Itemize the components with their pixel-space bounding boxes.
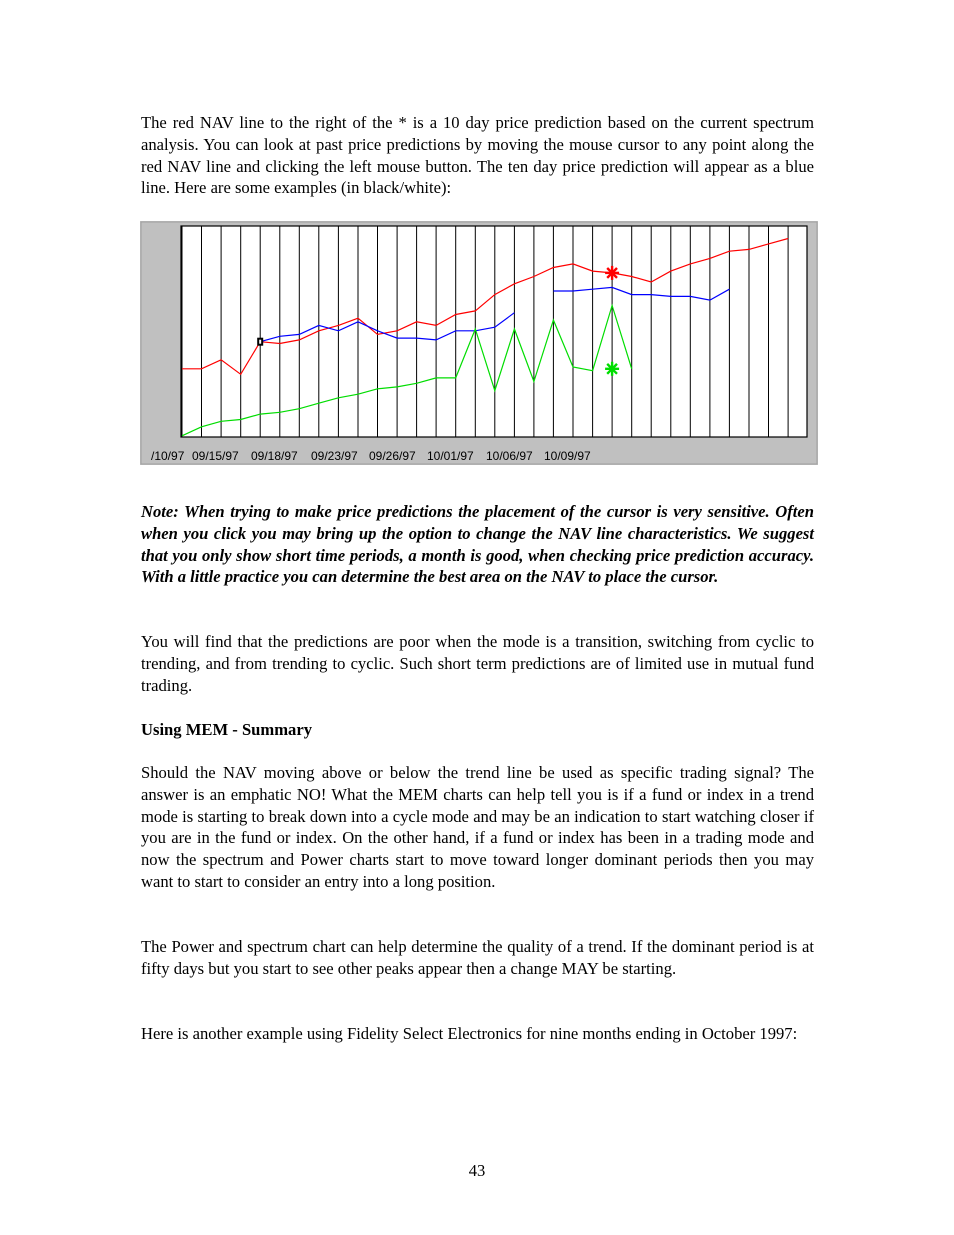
x-tick-label: 09/26/97	[369, 449, 416, 463]
x-tick-label: 09/15/97	[192, 449, 239, 463]
x-tick-label: /10/97	[151, 449, 185, 463]
example-paragraph: Here is another example using Fidelity Select Electronics for nine months ending in October 1997:	[141, 1024, 798, 1043]
x-tick-label: 09/23/97	[311, 449, 358, 463]
section-heading: Using MEM - Summary	[141, 720, 313, 739]
x-tick-label: 10/01/97	[427, 449, 474, 463]
intro-paragraph: The red NAV line to the right of the * is a 10 day price prediction based on the current spectrum analysis. You can look at past price predictions by moving the mouse cursor to any point along the red NAV line and clicking the left mouse button. The ten day price prediction will appear as a blue line. Here are some examples (in black/white):	[141, 113, 814, 198]
transition-paragraph: You will find that the predictions are poor when the mode is a transition, switching from cyclic to trending, and from trending to cyclic. Such short term predictions are of limited use in mutual fund trading.	[141, 632, 814, 695]
page-number: 43	[468, 1161, 486, 1180]
price-prediction-chart	[140, 221, 818, 465]
summary-paragraph: Should the NAV moving above or below the trend line be used as specific trading signal? The answer is an emphatic NO! What the MEM charts can help tell you is if a fund or index in a trend mode is starting to break down into a cycle mode and may be an indication to start watching closer if you are in the fund or index. On the other hand, if a fund or index has been in a trading mode and now the spectrum and Power charts start to move toward longer dominant periods then you may want to start to consider an entry into a long position.	[141, 763, 814, 891]
x-tick-label: 09/18/97	[251, 449, 298, 463]
x-tick-label: 10/09/97	[544, 449, 591, 463]
x-tick-label: 10/06/97	[486, 449, 533, 463]
trend-quality-paragraph: The Power and spectrum chart can help determine the quality of a trend. If the dominant period is at fifty days but you start to see other peaks appear then a change MAY be starting.	[141, 937, 814, 978]
note-paragraph: Note: When trying to make price predictions the placement of the cursor is very sensitive. Often when you click you may bring up the option to change the NAV line characteristics. We suggest that you only show short time periods, a month is good, when checking price prediction accuracy. With a little practice you can determine the best area on the NAV to place the cursor.	[141, 502, 814, 587]
